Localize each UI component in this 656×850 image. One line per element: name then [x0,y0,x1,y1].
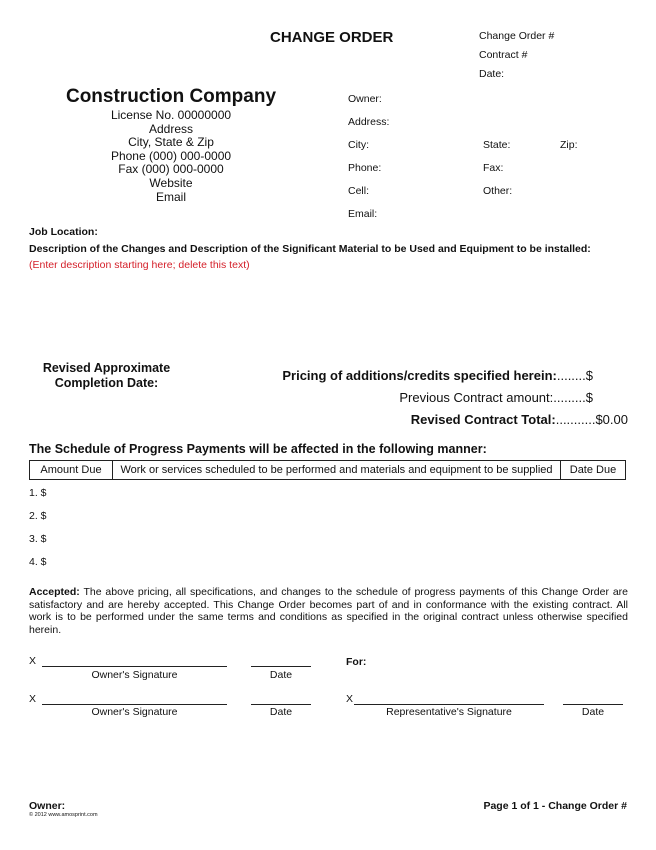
company-phone: Phone (000) 000-0000 [110,148,232,163]
owner-signature-caption-1: Owner's Signature [91,669,178,681]
owner-date-caption-1: Date [269,669,293,681]
fax-field-label: Fax: [483,162,504,174]
schedule-table [29,460,626,480]
work-description-header: Work or services scheduled to be performed and materials and equipment to be supplied [113,461,561,480]
representative-signature-caption: Representative's Signature [386,706,512,718]
footer-copyright: © 2012 www.amosprint.com [29,812,98,818]
owner-signature-line-1[interactable] [42,666,227,667]
owner-signature-caption-2: Owner's Signature [91,706,178,718]
company-details [0,109,342,204]
revised-total-dots: ........... [555,412,596,427]
representative-signature-line[interactable] [354,704,544,705]
date-label: Date: [479,68,505,80]
date-due-header: Date Due [561,461,626,480]
signature-x-mark-1: X [29,655,37,667]
company-city-state-zip: City, State & Zip [128,135,214,150]
company-email: Email [155,189,186,204]
cell-field-label: Cell: [348,185,370,197]
previous-contract-row [399,390,593,405]
representative-date-line[interactable] [563,704,623,705]
owner-signature-line-2[interactable] [42,704,227,705]
footer-owner-label: Owner: [29,800,66,812]
company-address: Address [148,121,194,136]
amount-due-header: Amount Due [30,461,113,480]
revised-total-label: Revised Contract Total: [410,412,556,427]
document-title: CHANGE ORDER [270,29,394,46]
payment-row-4[interactable]: 4. $ [29,556,47,568]
for-label: For: [346,656,367,668]
owner-date-line-1[interactable] [251,666,311,667]
company-website: Website [149,175,193,190]
owner-date-line-2[interactable] [251,704,311,705]
schedule-header-row [30,461,626,480]
payment-row-3[interactable]: 3. $ [29,533,47,545]
phone-field-label: Phone: [348,162,382,174]
zip-field-label: Zip: [560,139,578,151]
footer-page-info: Page 1 of 1 - Change Order # [483,800,627,812]
state-field-label: State: [483,139,511,151]
previous-contract-dots: ......... [553,390,586,405]
email-field-label: Email: [348,208,378,220]
company-name: Construction Company [65,86,277,107]
owner-date-caption-2: Date [269,706,293,718]
pricing-additions-value[interactable]: $ [585,368,593,383]
signature-x-mark-2: X [29,693,37,705]
other-field-label: Other: [483,185,513,197]
acceptance-text: The above pricing, all specifications, and changes to the schedule of progress payments of this Change Order are satisfactory and are hereby accepted. This Change Order becomes part of and in conformance with the existing contract. All work is to be performed under the same terms and conditions as specified in the original contract unless otherwise specified herein. [29,586,628,636]
payment-row-2[interactable]: 2. $ [29,510,47,522]
description-placeholder[interactable]: (Enter description starting here; delete this text) [29,259,250,271]
previous-contract-label: Previous Contract amount: [399,390,554,405]
owner-field-label: Owner: [348,93,382,105]
revised-total-value[interactable]: $0.00 [595,412,628,427]
acceptance-paragraph [29,586,628,636]
previous-contract-value[interactable]: $ [585,390,593,405]
signature-x-mark-3: X [346,693,354,705]
schedule-heading: The Schedule of Progress Payments will be affected in the following manner: [29,442,487,456]
pricing-additions-dots: ........ [556,368,586,383]
pricing-additions-row [282,368,593,383]
description-label: Description of the Changes and Description of the Significant Material to be Used and Equipment to be installed: [29,243,591,255]
contract-number-label: Contract # [479,49,528,61]
acceptance-label: Accepted: [29,586,80,598]
payment-row-1[interactable]: 1. $ [29,487,47,499]
revised-total-row [411,412,628,427]
company-license: License No. 00000000 [110,108,232,122]
company-fax: Fax (000) 000-0000 [118,162,224,177]
completion-line-1: Revised Approximate [42,361,171,375]
address-field-label: Address: [348,116,390,128]
representative-date-caption: Date [581,706,605,718]
completion-line-2: Completion Date: [54,375,159,390]
completion-date-label [0,361,213,390]
change-order-number-label: Change Order # [479,30,555,42]
pricing-additions-label: Pricing of additions/credits specified herein: [282,368,557,383]
city-field-label: City: [348,139,369,151]
job-location-label: Job Location: [29,226,98,238]
